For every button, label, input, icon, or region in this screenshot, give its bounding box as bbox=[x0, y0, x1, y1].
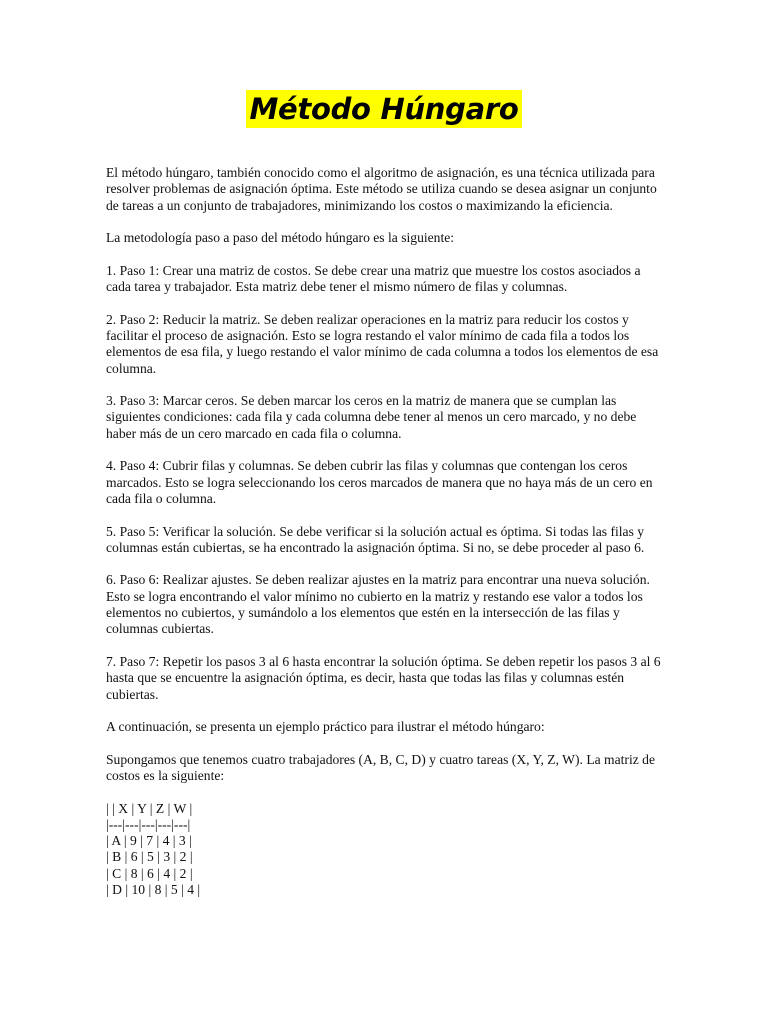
example-intro: A continuación, se presenta un ejemplo práctico para ilustrar el método húngaro: bbox=[106, 719, 545, 735]
cost-matrix bbox=[106, 801, 666, 899]
matrix-row-d: | D | 10 | 8 | 5 | 4 | bbox=[106, 882, 201, 898]
intro-paragraph: El método húngaro, también conocido como el algoritmo de asignación, es una técnica utilizada para resolver problemas de asignación óptima. Este método se utiliza cuando se desea asignar un conjunto de tareas a un conjunto de trabajadores, minimizando los costos o maximizando la eficiencia. bbox=[106, 165, 657, 213]
example-setup: Supongamos que tenemos cuatro trabajadores (A, B, C, D) y cuatro tareas (X, Y, Z, W). La matriz de costos es la siguiente: bbox=[106, 751, 655, 783]
title-container bbox=[0, 90, 768, 128]
methodology-intro: La metodología paso a paso del método húngaro es la siguiente: bbox=[106, 230, 455, 246]
step-4: 4. Paso 4: Cubrir filas y columnas. Se deben cubrir las filas y columnas que contengan los ceros marcados. Esto se logra seleccionando los ceros marcados de manera que no haya más de un cero en cada fila o columna. bbox=[106, 458, 653, 506]
step-2: 2. Paso 2: Reducir la matriz. Se deben realizar operaciones en la matriz para reducir los costos y facilitar el proceso de asignación. Esto se logra restando el valor mínimo de cada fila a todos los elementos de esa fila, y luego restando el valor mínimo de cada columna a todos los elementos de esa columna. bbox=[106, 311, 659, 376]
step-1: 1. Paso 1: Crear una matriz de costos. Se debe crear una matriz que muestre los costos asociados a cada tarea y trabajador. Esta matriz debe tener el mismo número de filas y columnas. bbox=[106, 262, 641, 295]
document-title: Método Húngaro bbox=[246, 90, 521, 128]
step-3: 3. Paso 3: Marcar ceros. Se deben marcar los ceros en la matriz de manera que se cumplan las siguientes condiciones: cada fila y cada columna debe tener al menos un cero marcado, y no debe haber más de un cero marcado en cada fila o columna. bbox=[106, 393, 637, 441]
document-body bbox=[106, 165, 666, 898]
matrix-row-b: | B | 6 | 5 | 3 | 2 | bbox=[106, 849, 193, 865]
matrix-separator-line: |---|---|---|---|---| bbox=[106, 816, 191, 832]
matrix-row-c: | C | 8 | 6 | 4 | 2 | bbox=[106, 865, 193, 881]
step-7: 7. Paso 7: Repetir los pasos 3 al 6 hasta encontrar la solución óptima. Se deben repetir los pasos 3 al 6 hasta que se encuentre la asignación óptima, es decir, hasta que todas las filas y columnas estén cubiertas. bbox=[106, 653, 661, 702]
matrix-row-a: | A | 9 | 7 | 4 | 3 | bbox=[106, 833, 192, 849]
step-6: 6. Paso 6: Realizar ajustes. Se deben realizar ajustes en la matriz para encontrar una nueva solución. Esto se logra encontrando el valor mínimo no cubierto en la matriz y restando ese valor a todos los elementos no cubiertos, y sumándolo a los elementos que estén en la intersección de las filas y columnas cubiertas. bbox=[106, 572, 650, 637]
matrix-header-line: | | X | Y | Z | W | bbox=[106, 800, 193, 816]
step-5: 5. Paso 5: Verificar la solución. Se debe verificar si la solución actual es óptima. Si todas las filas y columnas están cubiertas, se ha encontrado la asignación óptima. Si no, se debe proceder al paso 6. bbox=[106, 523, 645, 555]
